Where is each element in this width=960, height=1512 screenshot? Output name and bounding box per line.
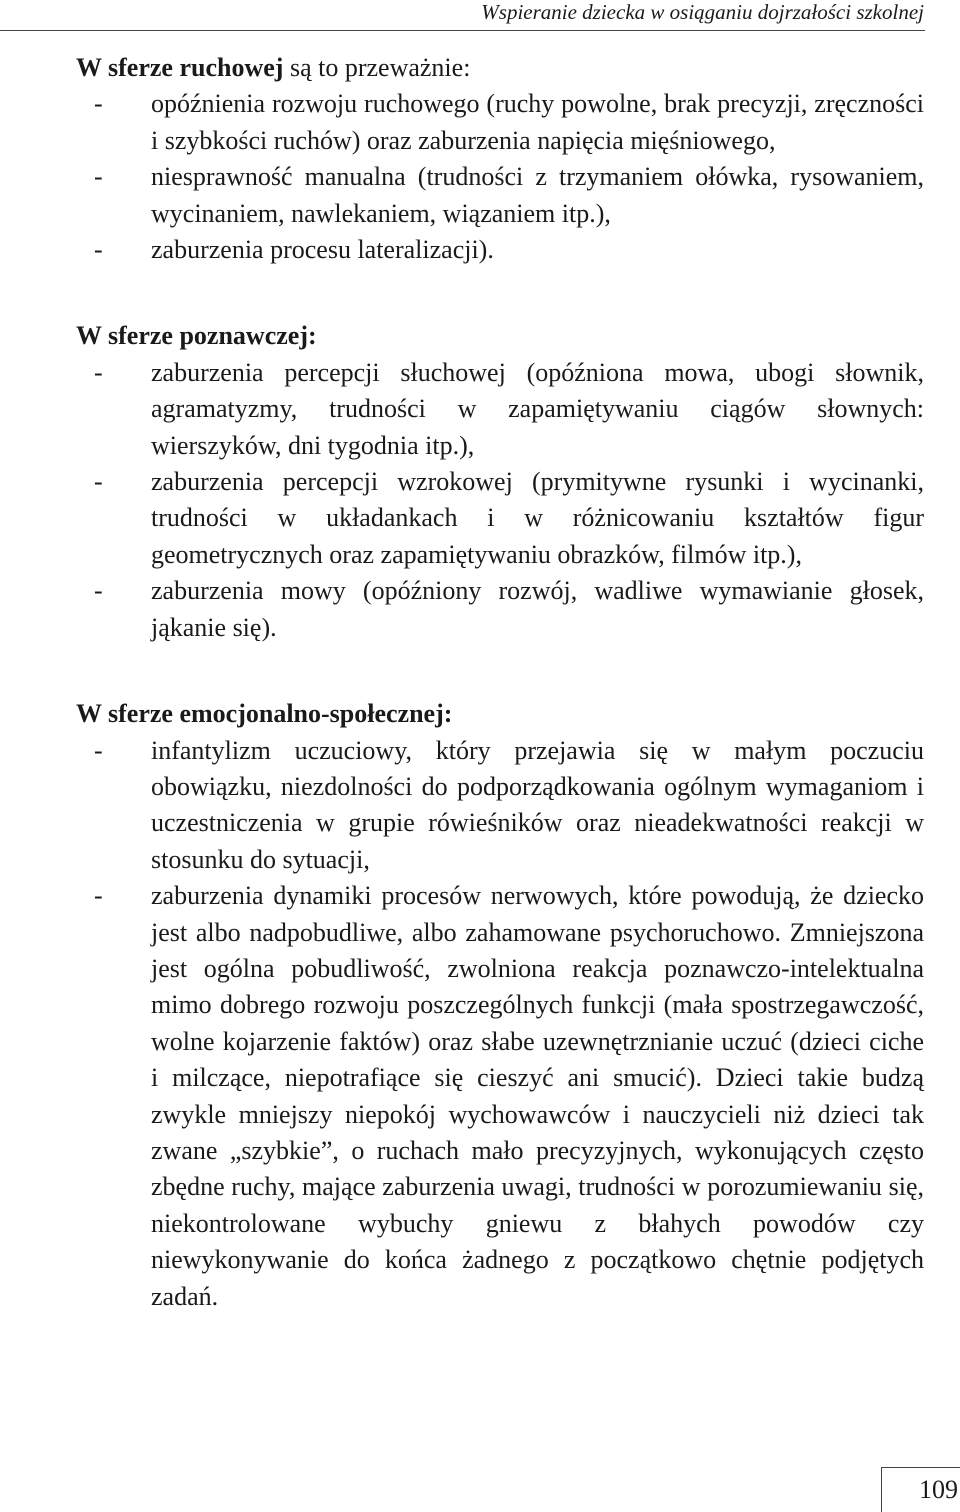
list-item <box>76 573 924 646</box>
section-heading-line <box>76 318 924 354</box>
bullet-list <box>76 733 924 1316</box>
list-item <box>76 86 924 159</box>
section-heading-tail: są to przeważnie: <box>283 53 471 82</box>
list-item-text: infantylizm uczuciowy, który przejawia się w małym poczuciu obowiązku, niezdolności do podporządkowania ogólnym wymaganiom i uczestniczenia w grupie rówieśników oraz nieadekwatności reakcji w stosunku do sytuacji, <box>151 735 924 874</box>
list-item <box>76 878 924 1315</box>
section-heading-line <box>76 696 924 732</box>
list-item <box>76 159 924 232</box>
bullet-list <box>76 355 924 646</box>
list-dash: - <box>94 162 103 192</box>
bullet-list <box>76 86 924 268</box>
list-item <box>76 232 924 268</box>
list-item-text: zaburzenia procesu lateralizacji). <box>151 235 494 265</box>
list-dash: - <box>94 235 103 265</box>
page-body <box>76 50 924 1315</box>
header-rule <box>0 30 925 31</box>
section-emotional-social-sphere <box>76 696 924 1315</box>
list-item-text: zaburzenia percepcji wzrokowej (prymitywne rysunki i wycinanki, trudności w układankach i w różnicowaniu kształtów figur geometrycznych oraz zapamiętywaniu obrazków, filmów itp.), <box>151 467 924 569</box>
list-dash: - <box>94 357 103 387</box>
list-dash: - <box>94 881 103 911</box>
section-heading: W sferze emocjonalno-społecznej: <box>76 699 453 729</box>
running-header-title: Wspieranie dziecka w osiąganiu dojrzałości szkolnej <box>481 0 924 24</box>
section-heading: W sferze ruchowej <box>76 53 284 82</box>
list-item <box>76 733 924 879</box>
section-cognitive-sphere <box>76 318 924 646</box>
list-item-text: zaburzenia mowy (opóźniony rozwój, wadliwe wymawianie głosek, jąkanie się). <box>151 576 924 642</box>
section-heading-line <box>76 50 924 86</box>
list-item-text: opóźnienia rozwoju ruchowego (ruchy powolne, brak precyzji, zręczności i szybkości ruchów) oraz zaburzenia napięcia mięśniowego, <box>151 89 924 155</box>
list-item <box>76 464 924 573</box>
list-item-text: zaburzenia percepcji słuchowej (opóźniona mowa, ubogi słownik, agramatyzmy, trudności w zapamiętywaniu ciągów słownych: wierszyków, dni tygodnia itp.), <box>151 357 924 460</box>
list-item-text: zaburzenia dynamiki procesów nerwowych, które powodują, że dziecko jest albo nadpobudliwe, albo zahamowane psychoruchowo. Zmniejszona jest ogólna pobudliwość, zwolniona reakcja poznawczo-intelektualna mimo dobrego rozwoju poszczególnych funkcji (mała spostrzegawczość, wolne kojarzenie faktów) oraz słabe uzewnętrznianie uczuć (dzieci ciche i milczące, niepotrafiące się cieszyć ani smucić). Dzieci takie budzą zwykle mniejszy niepokój wychowawców i nauczycieli niż dzieci tak zwane „szybkie”, o ruchach mało precyzyjnych, wykonujących często zbędne ruchy, mające zaburzenia uwagi, trudności w porozumiewaniu się, niekontrolowane wybuchy gniewu z błahych powodów czy niewykonywanie do końca żadnego z początkowo chętnie podjętych zadań. <box>151 881 924 1311</box>
section-motor-sphere <box>76 50 924 268</box>
page-number: 109 <box>881 1467 960 1512</box>
list-item-text: niesprawność manualna (trudności z trzymaniem ołówka, rysowaniem, wycinaniem, nawlekaniem, wiązaniem itp.), <box>151 162 924 228</box>
list-item <box>76 355 924 464</box>
list-dash: - <box>94 467 103 497</box>
section-heading: W sferze poznawczej: <box>76 321 317 351</box>
list-dash: - <box>94 89 103 119</box>
list-dash: - <box>94 735 103 765</box>
list-dash: - <box>94 576 103 606</box>
